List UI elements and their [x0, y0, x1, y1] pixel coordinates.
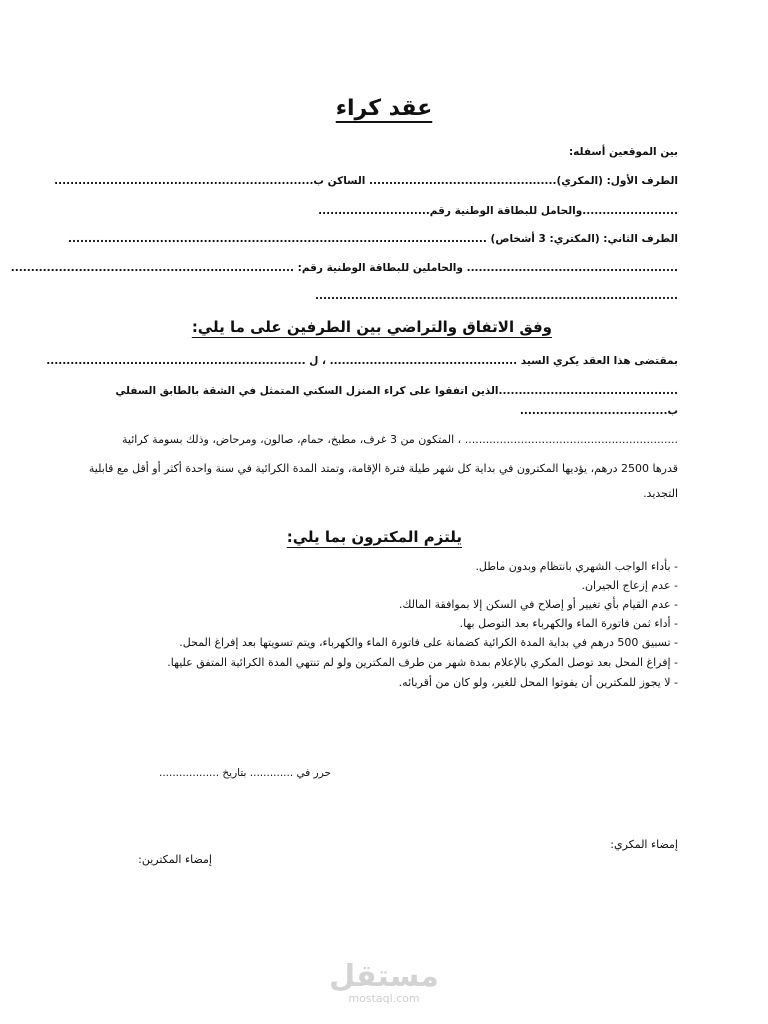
obligation-item: - أداء ثمن فاتورة الماء والكهرباء بعد التوصل بها. [459, 617, 678, 630]
first-party-id-line: ........................والحامل للبطاقة الوطنية رقم............................ [318, 205, 678, 217]
watermark-main-text: مستقل [329, 959, 439, 994]
first-party-line: الطرف الأول: (المكري)............................................... الساكن ب................................................................. [54, 175, 678, 187]
watermark-sub-text: mostaql.com [348, 992, 420, 1005]
agreement-line-1: بمقتضى هذا العقد يكري السيد ............................................... ، ل ................................................................. [46, 355, 678, 367]
dated-line: حرر في ............. بتاريخ .................. [158, 767, 331, 779]
obligation-item: - تسبيق 500 درهم في بداية المدة الكرائية كضمانة على فاتورة الماء والكهرباء، ويتم تسويتها بعد إفراغ المحل. [179, 636, 678, 649]
obligation-item: - عدم القيام بأي تغيير أو إصلاح في السكن إلا بموافقة المالك. [398, 598, 678, 611]
parties-dots-line: ........................................................................................... [315, 290, 678, 302]
landlord-signature-label: إمضاء المكري: [610, 838, 678, 851]
agreement-line-6: التجديد. [643, 487, 678, 500]
agreement-heading: وفق الاتفاق والتراضي بين الطرفين على ما يلي: [191, 318, 552, 336]
obligation-item: - بأداء الواجب الشهري بانتظام وبدون ماطل. [475, 560, 678, 573]
document-title: عقد كراء [335, 96, 433, 121]
agreement-line-2: .............................................الذين اتفقوا على كراء المنزل السكني المتمثل في الشقة بالطابق السفلي [115, 385, 678, 397]
mostaql-watermark-logo [0, 959, 768, 1005]
agreement-line-5: قدرها 2500 درهم، يؤديها المكترون في بداية كل شهر طيلة فترة الإقامة، وتمتد المدة الكرائية في سنة واحدة أكثر أو أقل مع قابلية [88, 462, 678, 475]
parties-intro: بين الموقعين أسفله: [568, 146, 678, 158]
obligation-item: - إفراغ المحل بعد توصل المكري بالإعلام بمدة شهر من طرف المكترين ولو لم تنتهي المدة الكرائية المتفق عليها. [167, 656, 678, 669]
second-party-line: الطرف الثاني: (المكتري: 3 أشخاص) ......................................................................................................... [68, 233, 678, 245]
tenants-signature-label: إمضاء المكترين: [138, 853, 212, 866]
obligations-heading: يلتزم المكترون بما يلي: [286, 528, 462, 546]
agreement-line-4: ............................................................. ، المتكون من 3 غرف، مطبخ، حمام، صالون، ومرحاض، وذلك بسومة كرائية [122, 433, 678, 446]
agreement-line-3: ب..................................... [519, 405, 678, 417]
obligation-item: - لا يجوز للمكترين أن يفوتوا المحل للغير، ولو كان من أقربائه. [398, 676, 678, 689]
second-party-id-line: ..................................................... والحاملين للبطاقة الوطنية رقم: ....................................................................... [10, 262, 678, 274]
obligation-item: - عدم إزعاج الجيران. [581, 579, 678, 592]
